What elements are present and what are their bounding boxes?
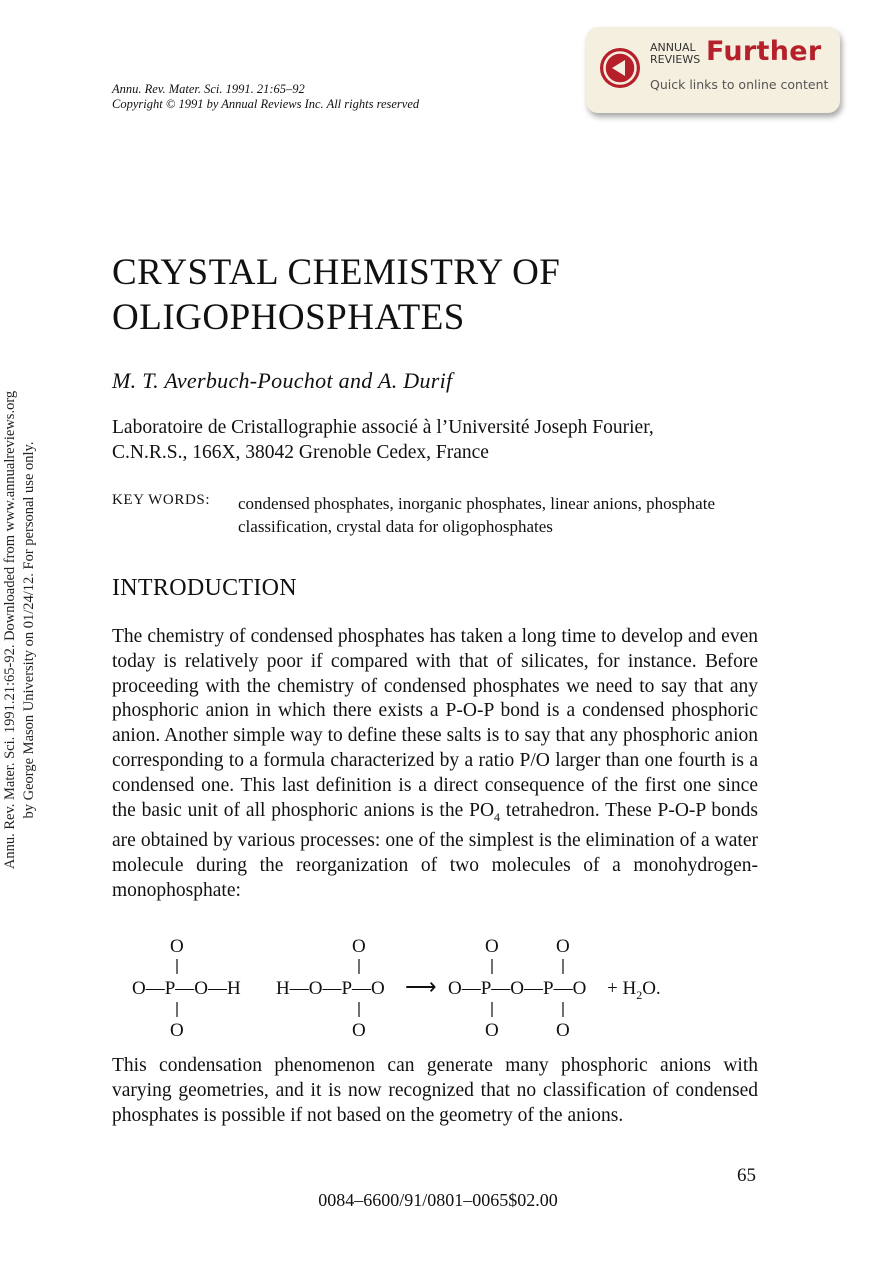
condensation-equation — [110, 930, 710, 1050]
issn-line: 0084–6600/91/0801–0065$02.00 — [318, 1190, 558, 1210]
page-number: 65 — [737, 1165, 756, 1186]
mol2-chain: H—O—P—O — [276, 978, 385, 999]
back-arrow-circle-icon — [599, 47, 641, 89]
product-top-oxygen-1: O — [485, 936, 499, 957]
title-line-2: OLIGOPHOSPHATES — [112, 297, 465, 338]
mol1-top-oxygen: O — [170, 936, 184, 957]
affiliation — [112, 415, 654, 465]
copyright-line: Copyright © 1991 by Annual Reviews Inc. All rights reserved — [112, 97, 420, 111]
product-chain: O—P—O—P—O — [448, 978, 587, 999]
intro-paragraph-2: This condensation phenomenon can generate many phosphoric anions with varying geometries, and it is now recognized that no classification of condensed phosphates is possible if not based on the geometry of the anions. — [112, 1055, 758, 1126]
product-bottom-oxygen-1: O — [485, 1020, 499, 1041]
reaction-arrow: ⟶ — [405, 974, 437, 999]
water-end: O. — [642, 978, 661, 999]
mol2-top-oxygen: O — [352, 936, 366, 957]
download-side-note — [1, 250, 49, 1010]
section-heading: INTRODUCTION — [112, 575, 297, 601]
side-note-line-2: by George Mason University on 01/24/12. For personal use only. — [21, 441, 37, 819]
journal-line: Annu. Rev. Mater. Sci. 1991. 21:65–92 — [112, 82, 305, 96]
mol1-bottom-oxygen: O — [170, 1020, 184, 1041]
water-term — [607, 978, 661, 1002]
intro-paragraph-1 — [112, 625, 758, 904]
further-title: Further — [706, 36, 822, 67]
po4-subscript: 4 — [494, 809, 501, 824]
reviews-label: REVIEWS — [650, 53, 701, 66]
water-plus-h: + H — [607, 978, 637, 999]
mol2-bottom-oxygen: O — [352, 1020, 366, 1041]
keywords-label: KEY WORDS: — [112, 492, 211, 508]
title-line-1: CRYSTAL CHEMISTRY OF — [112, 252, 561, 293]
affiliation-line-2: C.N.R.S., 166X, 38042 Grenoble Cedex, France — [112, 442, 489, 463]
affiliation-line-1: Laboratoire de Cristallographie associé à l’Université Joseph Fourier, — [112, 417, 654, 438]
keywords-text: condensed phosphates, inorganic phosphates, linear anions, phosphate classification, crystal data for oligophosphates — [238, 494, 715, 536]
authors: M. T. Averbuch-Pouchot and A. Durif — [112, 368, 453, 393]
article-title — [112, 250, 560, 340]
further-subtitle: Quick links to online content — [650, 77, 829, 92]
journal-citation — [112, 82, 419, 112]
paragraph-1-text-b: tetrahedron. These P-O-P bonds are obtained by various processes: one of the simplest is the elimination of a water molecule during the reorganization of two molecules of a monohydrogen-monophosphate: — [112, 799, 758, 901]
product-bottom-oxygen-2: O — [556, 1020, 570, 1041]
annual-reviews-wordmark — [650, 42, 700, 66]
water-subscript: 2 — [636, 988, 643, 1002]
annual-label: ANNUAL — [650, 41, 696, 54]
further-links-badge[interactable] — [586, 27, 840, 113]
paragraph-1-text-a: The chemistry of condensed phosphates has taken a long time to develop and even today is relatively poor if compared with that of silicates, for instance. Before proceeding with the chemistry of condensed phosphates we need to say that any phosphoric anion in which there exists a P-O-P bond is a condensed phosphoric anion. Another simple way to define these salts is to say that any phosphoric anion corresponding to a formula characterized by a ratio P/O larger than one fourth is a condensed one. This last definition is a direct consequence of the first one since the basic unit of all phosphoric anions is the PO — [112, 626, 758, 821]
side-note-line-1: Annu. Rev. Mater. Sci. 1991.21:65-92. Downloaded from www.annualreviews.org — [2, 390, 18, 870]
mol1-chain: O—P—O—H — [132, 978, 241, 999]
product-top-oxygen-2: O — [556, 936, 570, 957]
